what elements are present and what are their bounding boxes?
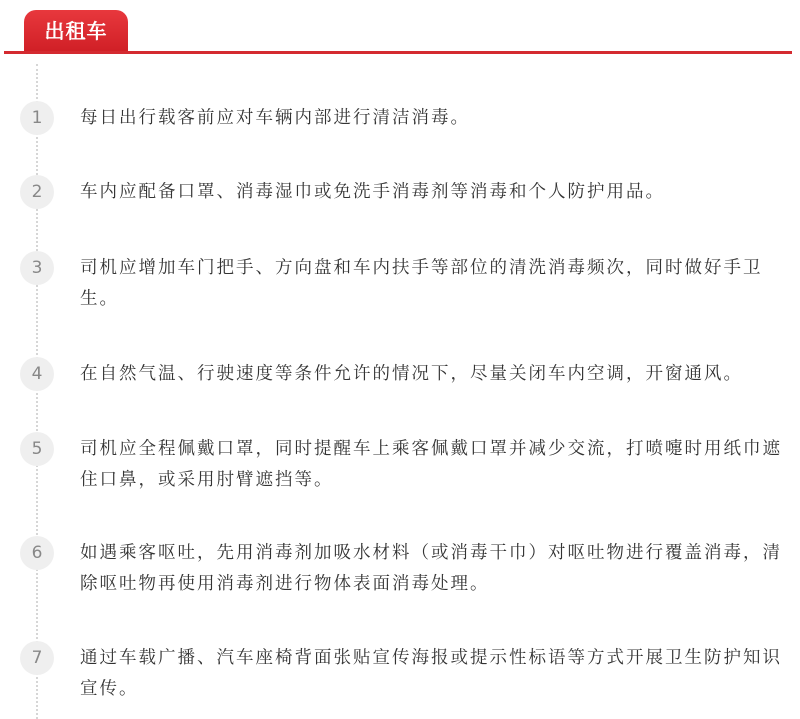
step-text: 每日出行载客前应对车辆内部进行清洁消毒。 (80, 108, 470, 128)
step-text: 车内应配备口罩、消毒湿巾或免洗手消毒剂等消毒和个人防护用品。 (80, 182, 665, 202)
step-number: 2 (20, 175, 54, 209)
step-text: 在自然气温、行驶速度等条件允许的情况下，尽量关闭车内空调，开窗通风。 (80, 364, 743, 384)
step-text: 司机应全程佩戴口罩，同时提醒车上乘客佩戴口罩并减少交流，打喷嚏时用纸巾遮住口鼻，或采用肘臂遮挡等。 (80, 439, 782, 490)
step-number: 4 (20, 357, 54, 391)
section-tab-title: 出租车 (24, 10, 128, 52)
step-number: 3 (20, 251, 54, 285)
step-text: 通过车载广播、汽车座椅背面张贴宣传海报或提示性标语等方式开展卫生防护知识宣传。 (80, 648, 782, 699)
step-text: 如遇乘客呕吐，先用消毒剂加吸水材料（或消毒干巾）对呕吐物进行覆盖消毒，清除呕吐物再使用消毒剂进行物体表面消毒处理。 (80, 543, 782, 594)
step-number: 6 (20, 536, 54, 570)
step-text: 司机应增加车门把手、方向盘和车内扶手等部位的清洗消毒频次，同时做好手卫生。 (80, 258, 763, 309)
step-number: 5 (20, 432, 54, 466)
timeline-dotted-line (36, 64, 38, 719)
header-divider (4, 51, 792, 54)
step-number: 7 (20, 641, 54, 675)
step-number: 1 (20, 101, 54, 135)
